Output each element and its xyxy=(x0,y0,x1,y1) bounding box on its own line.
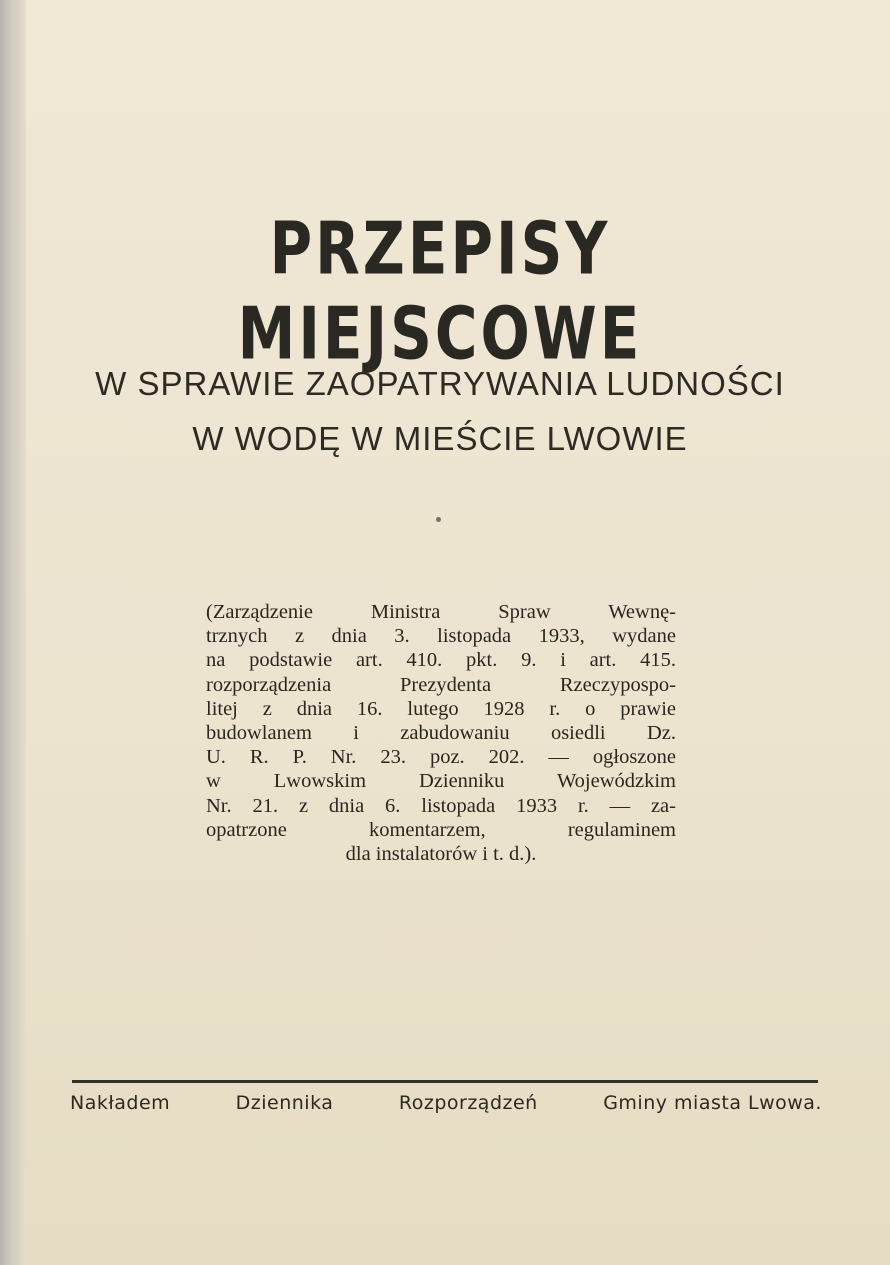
publisher-word: Gminy miasta Lwowa. xyxy=(603,1092,822,1114)
note-line: na podstawie art. 410. pkt. 9. i art. 415. xyxy=(206,649,676,672)
ornament-dot xyxy=(436,517,441,522)
publisher-word: Dziennika xyxy=(235,1092,334,1114)
book-spine-edge xyxy=(0,0,26,1265)
note-line: litej z dnia 16. lutego 1928 r. o prawie xyxy=(206,697,676,720)
note-line: Nr. 21. z dnia 6. listopada 1933 r. — za- xyxy=(206,794,676,817)
note-line: dla instalatorów i t. d.). xyxy=(345,843,537,866)
note-line: rozporządzenia Prezydenta Rzeczypospo- xyxy=(206,673,676,696)
publisher-word: Rozporządzeń xyxy=(398,1092,538,1114)
note-line: budowlanem i zabudowaniu osiedli Dz. xyxy=(206,722,676,745)
subtitle-line-1: W SPRAWIE ZAOPATRYWANIA LUDNOŚCI xyxy=(95,365,785,402)
decree-note xyxy=(206,600,676,866)
subtitle-line-2: W WODĘ W MIEŚCIE LWOWIE xyxy=(192,420,688,457)
publisher-word: Nakładem xyxy=(70,1092,171,1114)
document-title: PRZEPISY MIEJSCOWE xyxy=(237,206,643,376)
publisher-line xyxy=(70,1092,822,1114)
note-line: w Lwowskim Dzienniku Wojewódzkim xyxy=(206,770,676,793)
note-line: (Zarządzenie Ministra Spraw Wewnę- xyxy=(206,601,676,623)
note-line: opatrzone komentarzem, regulaminem xyxy=(206,818,676,841)
note-line: trznych z dnia 3. listopada 1933, wydane xyxy=(206,625,676,648)
note-line: U. R. P. Nr. 23. poz. 202. — ogłoszone xyxy=(206,746,676,769)
horizontal-rule xyxy=(72,1080,818,1083)
